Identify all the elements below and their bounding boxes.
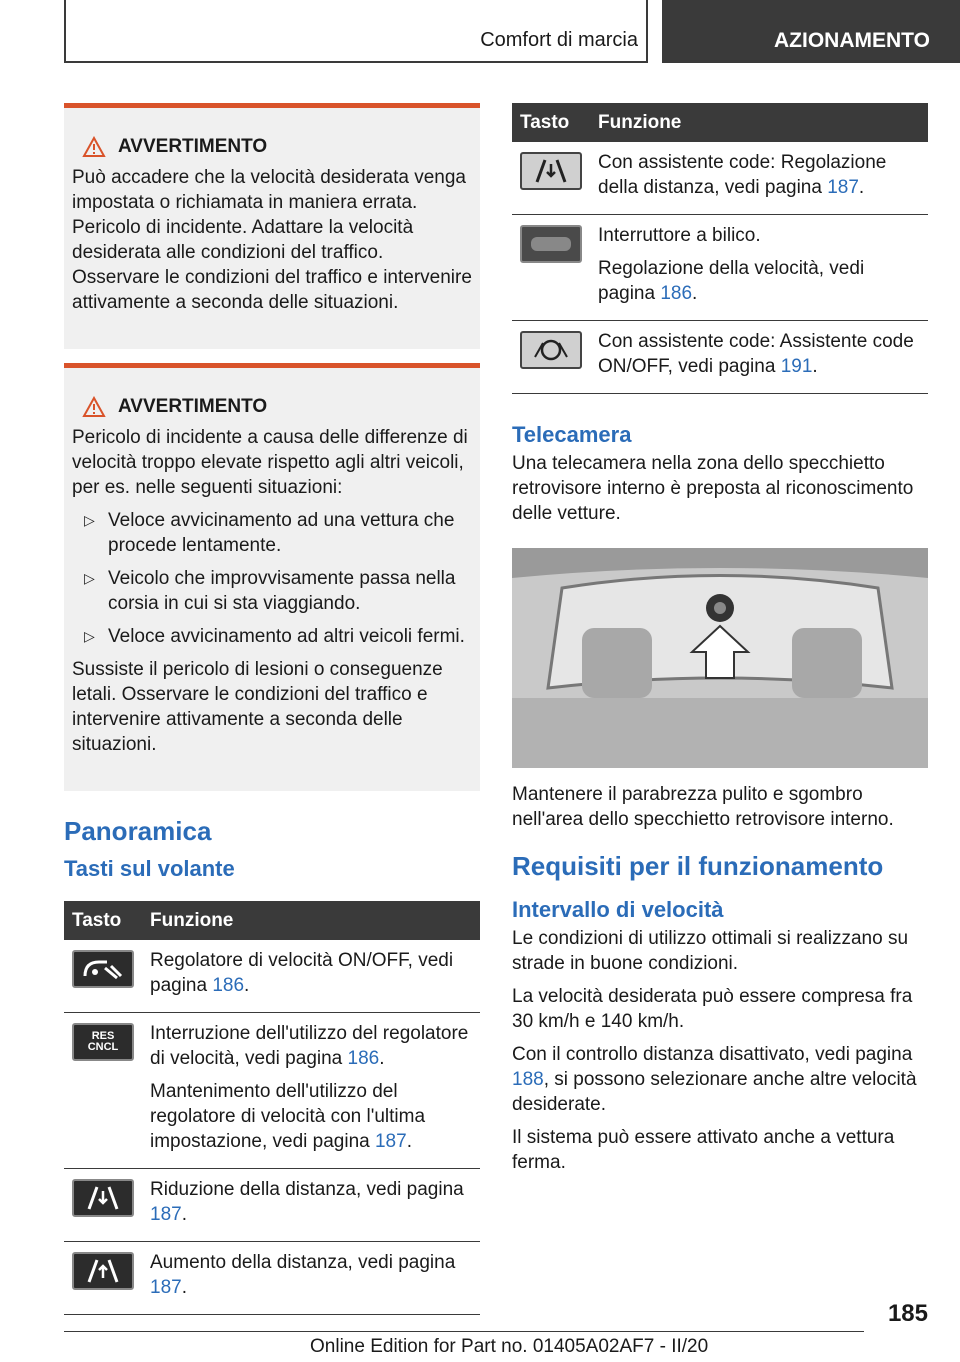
page-number: 185 [887, 1300, 928, 1327]
function-text: Regolazione della velocità, vedi pagina 186. [598, 258, 865, 304]
function-text: Regolatore di velocità ON/OFF, vedi pagina 186. [150, 950, 454, 996]
column-header-button: Tasto [512, 103, 590, 142]
warning-triangle-icon [82, 136, 106, 158]
function-text: Interruttore a bilico. [598, 225, 761, 246]
footer-edition: Online Edition for Part no. 01405A02AF7 - II/20 [310, 1336, 709, 1357]
table-row [64, 1013, 480, 1169]
footer-divider [64, 1331, 864, 1332]
page-link[interactable]: 187 [150, 1277, 182, 1298]
warning-title [72, 394, 472, 419]
header-chapter-tab [662, 0, 960, 63]
section-heading-requirements: Requisiti per il funzionamento [512, 851, 884, 881]
warning-title-text: AVVERTIMENTO [118, 136, 268, 157]
warning-title-text: AVVERTIMENTO [118, 396, 268, 417]
page-link[interactable]: 186 [660, 283, 693, 304]
table-row [512, 321, 928, 394]
page-link[interactable]: 187 [150, 1204, 182, 1225]
list-item: ▷ Veloce avvicinamento ad una vettura che procede lentamente. [72, 508, 472, 558]
requirements-paragraph: Con il controllo distanza disattivato, vedi pagina 188, si possono selezionare anche altre velocità desiderate. [512, 1044, 917, 1115]
rocker-switch-icon [520, 225, 582, 263]
warning-text: Può accadere che la velocità desiderata venga impostata o richiamata in maniera errata. Pericolo di incidente. Adattare la velocità desiderata alle condizioni del traffico. Osservare le condizioni del traffico e intervenire attivamente a seconda delle situazioni. [72, 167, 472, 313]
camera-description: Una telecamera nella zona dello specchietto retrovisore interno è preposta al riconoscimento delle vetture. [512, 453, 914, 524]
function-text: Interruzione dell'utilizzo del regolatore di velocità, vedi pagina 186. [150, 1023, 469, 1069]
camera-location-image [512, 548, 928, 768]
function-text: Con assistente code: Regolazione della distanza, vedi pagina 187. [598, 152, 887, 198]
queue-assist-distance-icon [520, 152, 582, 190]
column-header-button: Tasto [64, 901, 142, 940]
subheading-speed-range: Intervallo di velocità [512, 897, 724, 922]
cruise-control-icon [72, 950, 134, 988]
warning-outro: Sussiste il pericolo di lesioni o conseguenze letali. Osservare le condizioni del traffico e intervenire attivamente a seconda delle situazioni. [72, 659, 443, 755]
table-row [64, 940, 480, 1013]
subheading-steering-buttons: Tasti sul volante [64, 856, 235, 881]
section-heading-panoramica: Panoramica [64, 816, 212, 846]
queue-assist-onoff-icon [520, 331, 582, 369]
subheading-camera: Telecamera [512, 422, 632, 447]
table-row [512, 215, 928, 321]
table-header-row [64, 901, 480, 940]
warning-triangle-icon [82, 396, 106, 418]
page-link[interactable]: 187 [374, 1131, 407, 1152]
warning-list [72, 508, 472, 649]
requirements-paragraph: Il sistema può essere attivato anche a vettura ferma. [512, 1127, 895, 1173]
table-header-row [512, 103, 928, 142]
queue-assist-table [512, 103, 928, 394]
table-row [64, 1169, 480, 1242]
warning-intro: Pericolo di incidente a causa delle differenze di velocità troppo elevate rispetto agli altri veicoli, per es. nelle seguenti situazioni: [72, 427, 468, 498]
left-column [64, 103, 480, 1315]
header-section-title: Comfort di marcia [480, 29, 638, 51]
column-header-function: Funzione [590, 103, 928, 142]
right-column [512, 103, 928, 1183]
distance-decrease-icon [72, 1179, 134, 1217]
list-item: ▷ Veicolo che improvvisamente passa nella corsia in cui si sta viaggiando. [72, 566, 472, 616]
function-text: Aumento della distanza, vedi pagina 187. [150, 1252, 456, 1298]
res-cncl-icon: RES CNCL [72, 1023, 134, 1061]
requirements-paragraph: La velocità desiderata può essere compresa fra 30 km/h e 140 km/h. [512, 986, 913, 1032]
table-row [64, 1242, 480, 1315]
page-link[interactable]: 191 [780, 356, 813, 377]
page-link[interactable]: 188 [512, 1069, 544, 1090]
warning-title [72, 134, 472, 159]
page-link[interactable]: 186 [212, 975, 245, 996]
camera-maintenance-text: Mantenere il parabrezza pulito e sgombro nell'area dello specchietto retrovisore interno. [512, 784, 894, 830]
distance-increase-icon [72, 1252, 134, 1290]
table-row [512, 142, 928, 215]
function-text: Riduzione della distanza, vedi pagina 187. [150, 1179, 464, 1225]
function-text: Con assistente code: Assistente code ON/OFF, vedi pagina 191. [598, 331, 914, 377]
column-header-function: Funzione [142, 901, 480, 940]
warning-box-2 [64, 363, 480, 791]
page-link[interactable]: 187 [827, 177, 859, 198]
function-text: Mantenimento dell'utilizzo del regolatore di velocità con l'ultima impostazione, vedi pagina 187. [150, 1081, 426, 1152]
page-link[interactable]: 186 [347, 1048, 380, 1069]
warning-box-1 [64, 103, 480, 349]
list-item: ▷ Veloce avvicinamento ad altri veicoli fermi. [72, 624, 472, 649]
requirements-paragraph: Le condizioni di utilizzo ottimali si realizzano su strade in buone condizioni. [512, 928, 909, 974]
steering-buttons-table [64, 901, 480, 1315]
chapter-label: AZIONAMENTO [774, 29, 930, 52]
